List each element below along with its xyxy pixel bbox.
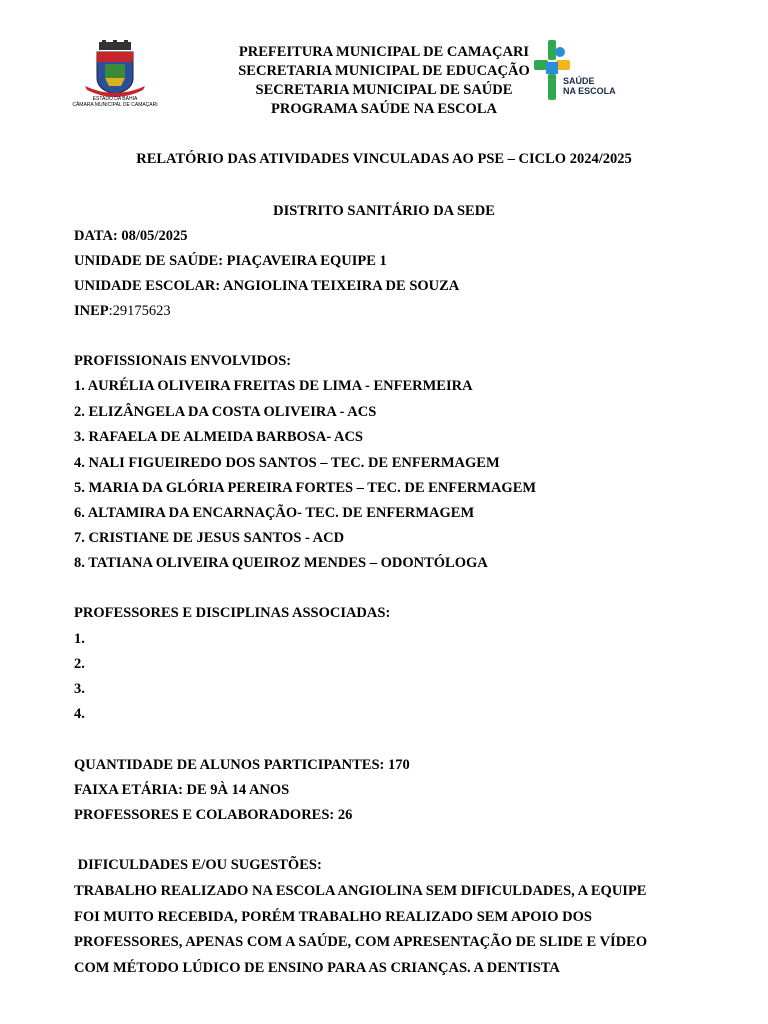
difficulties-line: FOI MUITO RECEBIDA, PORÉM TRABALHO REALIZADO SEM APOIO DOS: [74, 908, 592, 925]
difficulties-text: [74, 879, 704, 981]
professional-item: 1. AURÉLIA OLIVEIRA FREITAS DE LIMA - ENFERMEIRA: [74, 378, 473, 394]
professionals-heading: PROFISSIONAIS ENVOLVIDOS:: [74, 353, 292, 369]
collaborators-line: PROFESSORES E COLABORADORES: 26: [74, 807, 353, 823]
professional-item: 2. ELIZÂNGELA DA COSTA OLIVEIRA - ACS: [74, 404, 377, 420]
teacher-item: 2.: [74, 656, 85, 672]
professional-item: 5. MARIA DA GLÓRIA PEREIRA FORTES – TEC. DE ENFERMAGEM: [74, 480, 537, 496]
professional-item: 6. ALTAMIRA DA ENCARNAÇÃO- TEC. DE ENFERMAGEM: [74, 505, 475, 521]
header-line-prefeitura: PREFEITURA MUNICIPAL DE CAMAÇARI: [238, 44, 530, 60]
report-title: RELATÓRIO DAS ATIVIDADES VINCULADAS AO PSE – CICLO 2024/2025: [136, 151, 632, 167]
pse-logo-line-2: NA ESCOLA: [563, 86, 616, 96]
pse-logo-line-1: SAÚDE: [563, 76, 595, 86]
inep-label: INEP: [74, 303, 109, 319]
difficulties-line: PROFESSORES, APENAS COM A SAÚDE, COM APRESENTAÇÃO DE SLIDE E VÍDEO: [74, 934, 648, 950]
age-range-line: FAIXA ETÁRIA: DE 9À 14 ANOS: [74, 782, 290, 798]
header-line-educacao: SECRETARIA MUNICIPAL DE EDUCAÇÃO: [238, 63, 530, 79]
document-header: [0, 40, 768, 115]
health-unit-line: UNIDADE DE SAÚDE: PIAÇAVEIRA EQUIPE 1: [74, 253, 387, 269]
teacher-item: 4.: [74, 706, 85, 722]
difficulties-line: TRABALHO REALIZADO NA ESCOLA ANGIOLINA SEM DIFICULDADES, A EQUIPE: [74, 883, 647, 899]
inep-value: :29175623: [108, 303, 171, 319]
professional-item: 8. TATIANA OLIVEIRA QUEIROZ MENDES – ODONTÓLOGA: [74, 555, 488, 571]
difficulties-line: COM MÉTODO LÚDICO DE ENSINO PARA AS CRIANÇAS. A DENTISTA: [74, 959, 560, 976]
professional-item: 3. RAFAELA DE ALMEIDA BARBOSA- ACS: [74, 429, 363, 445]
crest-caption-chamber: CÂMARA MUNICIPAL DE CAMAÇARI: [72, 102, 158, 108]
header-line-saude: SECRETARIA MUNICIPAL DE SAÚDE: [255, 82, 513, 98]
district-heading: DISTRITO SANITÁRIO DA SEDE: [273, 203, 495, 219]
crest-caption-state: ESTADO DA BAHIA: [92, 96, 138, 102]
teacher-item: 3.: [74, 681, 85, 697]
school-unit-line: UNIDADE ESCOLAR: ANGIOLINA TEIXEIRA DE SOUZA: [74, 278, 460, 294]
students-count-line: QUANTIDADE DE ALUNOS PARTICIPANTES: 170: [74, 757, 410, 773]
inep-line: [74, 303, 171, 320]
header-line-programa: PROGRAMA SAÚDE NA ESCOLA: [271, 101, 497, 117]
teachers-heading: PROFESSORES E DISCIPLINAS ASSOCIADAS:: [74, 605, 391, 621]
header-titles: [0, 43, 768, 119]
saude-na-escola-logo-icon: [528, 40, 608, 108]
professional-item: 7. CRISTIANE DE JESUS SANTOS - ACD: [74, 530, 345, 546]
pse-logo-text: [563, 76, 616, 96]
difficulties-heading: DIFICULDADES E/OU SUGESTÕES:: [74, 857, 322, 873]
professional-item: 4. NALI FIGUEIREDO DOS SANTOS – TEC. DE ENFERMAGEM: [74, 455, 500, 471]
teacher-item: 1.: [74, 631, 85, 647]
date-line: DATA: 08/05/2025: [74, 228, 188, 244]
